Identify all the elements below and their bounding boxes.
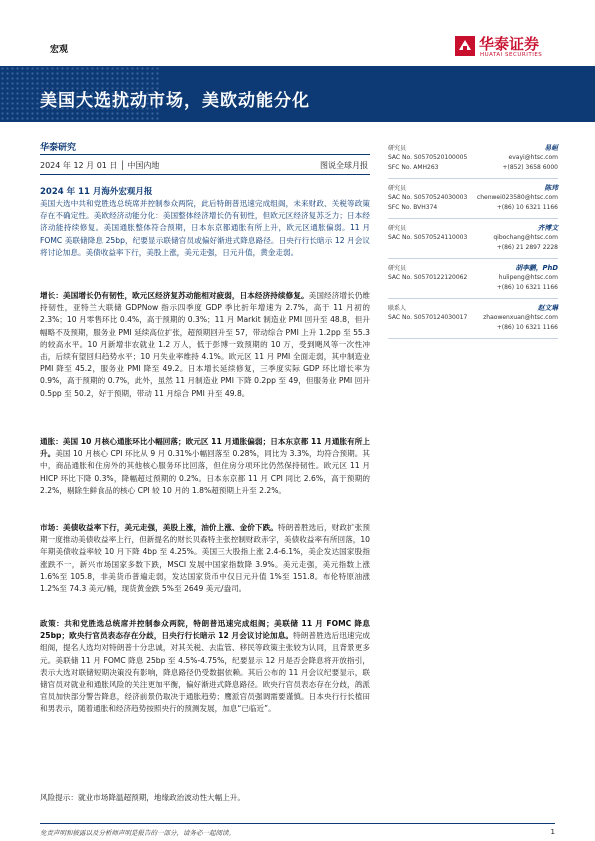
- brand-name-en: HUATAI SECURITIES: [480, 52, 543, 58]
- summary-heading: 2024 年 11 月海外宏观月报: [40, 187, 153, 197]
- growth-body: 美国经济增长仍维持韧性，亚特兰大联储 GDPNow 指示四季度 GDP 季比折年增速为 2.7%，高于 11 月初的 2.3%；10 月零售环比 0.4%，高于预期的 0.3%；11 月 Markit 制造业 PMI 回升至 48.8，但升幅略不及预期，服务业 PMI 延续高位扩张，超预期回升至 57，带动综合 PMI 上升 1.2pp 至 55.3 的较高水平。10 月新增非农就业 1.2 万人，低于彭博一致预期的 10 万，受到飓风等一次性冲击，后续有望回归趋势水平；10 月失业率维持 4.1%。欧元区 11 月 PMI 全面走弱，其中制造业 PMI 降至 45.2，服务业 PMI 降至 49.2。日本增长延续修复，三季度实际 GDP 环比增长率为 0.9%，高于预期的 0.7%，此外，虽然 11 月制造业 PMI 下降 0.2pp 至 49，但服务业 PMI 回升 0.5pp 至 50.2，好于预期，带动 11 月综合 PMI 升至 49.8。: [40, 291, 370, 398]
- policy-lead: 政策：共和党胜选总统席并控制参众两院，特朗普迅速完成组阁；美联储 11 月 FOMC 降息 25bp；欧央行官员表态存在分歧，日央行行长暗示 12 月会议讨论加息。: [40, 619, 370, 641]
- research-label: 华泰研究: [40, 143, 77, 153]
- analyst-role: 研究员: [388, 265, 407, 272]
- analyst-phone: +(852) 3658 6000: [502, 164, 558, 171]
- market-body: 特朗普胜选后，财政扩张预期一度推动美债收益率上行，但新提名的财长贝森特主张控制财政赤字，美债收益率有所回落，10 年期美债收益率较 10 月下降 4bp 至 4.25%。美国三大股指上涨 2.4-6.1%，美企发达国家股指涨跌不一，新兴市场国家多数下跌，MSCI 发展中国家指数降 3.9%。美元走强，美元指数上涨 1.6%至 105.8，非美货币普遍走弱，发达国家货币中仅日元升值 1%至 151.8。布伦特原油涨 1.2%至 74.3 美元/桶，现货黄金跌 5%至 2649 美元/盎司。: [40, 523, 371, 594]
- analyst-card: [388, 301, 558, 339]
- analyst-role: 联系人: [388, 305, 407, 312]
- analyst-phone: +(86) 21 2897 2228: [496, 244, 558, 251]
- risk-note: 风险提示：就业市场降温超预期，地缘政治波动性大幅上升。: [40, 793, 246, 802]
- growth-lead: 增长：美国增长仍有韧性，欧元区经济复苏动能相对疲弱，日本经济持续修复。: [40, 291, 309, 300]
- sac-number: SAC No. S0570520100005: [388, 154, 468, 161]
- brand-name: 华泰证券: [479, 35, 540, 53]
- report-meta: [40, 160, 368, 171]
- divider: [40, 154, 370, 155]
- inflation-paragraph: [40, 436, 370, 497]
- market-lead: 市场：美债收益率下行，美元走强，美股上涨，油价上涨、金价下跌。: [40, 523, 278, 532]
- analyst-email[interactable]: chenwei023580@htsc.com: [476, 194, 558, 201]
- sac-number: SAC No. S0570122120062: [388, 274, 468, 281]
- analyst-name: 赵文琳: [537, 304, 558, 312]
- analyst-role: 研究员: [388, 145, 407, 152]
- analyst-name: 齐博文: [537, 224, 558, 232]
- market-paragraph: [40, 522, 370, 595]
- analyst-phone: +(86) 10 6321 1166: [496, 204, 558, 211]
- analyst-card: [388, 261, 558, 299]
- analyst-card: [388, 141, 558, 179]
- analyst-phone: +(86) 10 6321 1166: [496, 324, 558, 331]
- analyst-name: 胡李鹏，PhD: [515, 264, 558, 272]
- huatai-logo-icon: [455, 36, 475, 56]
- sfc-number: SFC No. AMH263: [388, 164, 439, 171]
- sac-number: SAC No. S0570124030017: [388, 314, 468, 321]
- report-type: 图说全球月报: [320, 161, 368, 170]
- analyst-name: 易峘: [544, 144, 558, 152]
- section-tag: 宏观: [50, 45, 69, 55]
- inflation-body: 美国 10 月核心 CPI 环比从 9 月 0.31%小幅回落至 0.28%，同比为 3.3%，均符合预期。其中，商品通胀和住房外的其他核心服务环比回落，但住房分项环比仍然保持韧性。欧元区 11 月 HICP 环比下降 0.3%，降幅超过预期的 0.2%。日本东京都 11 月 CPI 同比 2.6%，高于预期的 2.2%，剔除生鲜食品的核心 CPI 较 10 月的 1.8%超预期上升至 2.2%。: [40, 449, 370, 495]
- page-number: 1: [550, 828, 555, 836]
- summary-text: 美国大选中共和党胜选总统席并控制参众两院，此后特朗普迅速完成组阁，未来财政、关税等政策存在不确定性。美欧经济动能分化：美国整体经济增长仍有韧性，但欧元区经济复苏乏力；日本经济动能持续修复。美国通胀整体符合预期，日本东京都通胀有所上升，欧元区通胀偏弱。11 月 FOMC 美联储降息 25bp，纪要显示联储官员或偏好渐进式降息路径。日央行行长暗示 12 月会议将讨论加息。美债收益率下行，美股上涨，美元走强，日元升值，黄金走弱。: [40, 199, 370, 257]
- policy-paragraph: [40, 618, 370, 716]
- divider: [40, 174, 370, 175]
- analyst-panel: [388, 141, 558, 341]
- report-title: 美国大选扰动市场，美欧动能分化: [40, 91, 310, 111]
- sac-number: SAC No. S0570524030003: [388, 194, 468, 201]
- policy-body: 特朗普胜选后迅速完成组阁，提名人选均对特朗普十分忠诚，对其关税、去监管、移民等政策主张较为认同，且背景更多元。美联储 11 月 FOMC 降息 25bp 至 4.5%-4.75%，纪要显示 12 月是否会降息将开放指引，表示大选对联储短期决策没有影响，降息路径仍受数据依赖。其后公布的 11 月会议纪要显示，联储官员对就业和通胀风险的关注更加平衡，偏好渐进式降息路径。欧央行官员表态存在分歧，鸽派官员加快部分警告降息，经济前景仍取决于通胀趋势；鹰派官员强调需要谨慎。日本央行行长植田和男表示，随着通胀和经济趋势按照央行的预测发展，加息“已临近”。: [40, 631, 371, 714]
- analyst-role: 研究员: [388, 185, 407, 192]
- sac-number: SAC No. S0570524110003: [388, 234, 468, 241]
- analyst-phone: +(86) 10 6321 1166: [496, 284, 558, 291]
- growth-paragraph: [40, 290, 370, 400]
- date-region: 2024 年 12 月 01 日 │ 中国内地: [40, 161, 160, 170]
- analyst-email[interactable]: hulipeng@htsc.com: [498, 274, 558, 281]
- analyst-card: [388, 221, 558, 259]
- analyst-card: [388, 181, 558, 219]
- analyst-email[interactable]: qibochang@htsc.com: [493, 234, 558, 241]
- analyst-name: 陈玮: [544, 184, 558, 192]
- sfc-number: SFC No. BVH374: [388, 204, 438, 211]
- footer-divider: [40, 823, 555, 824]
- analyst-role: 研究员: [388, 225, 407, 232]
- inflation-lead: 通胀：美国 10 月核心通胀环比小幅回落；欧元区 11 月通胀偏弱；日本东京都 11 月通胀有所上升。: [40, 437, 370, 459]
- analyst-email[interactable]: evayi@htsc.com: [508, 154, 558, 161]
- analyst-email[interactable]: zhaowenxuan@htsc.com: [483, 314, 558, 321]
- footer-disclaimer: 免责声明和披露以及分析师声明是报告的一部分，请务必一起阅读。: [40, 829, 235, 837]
